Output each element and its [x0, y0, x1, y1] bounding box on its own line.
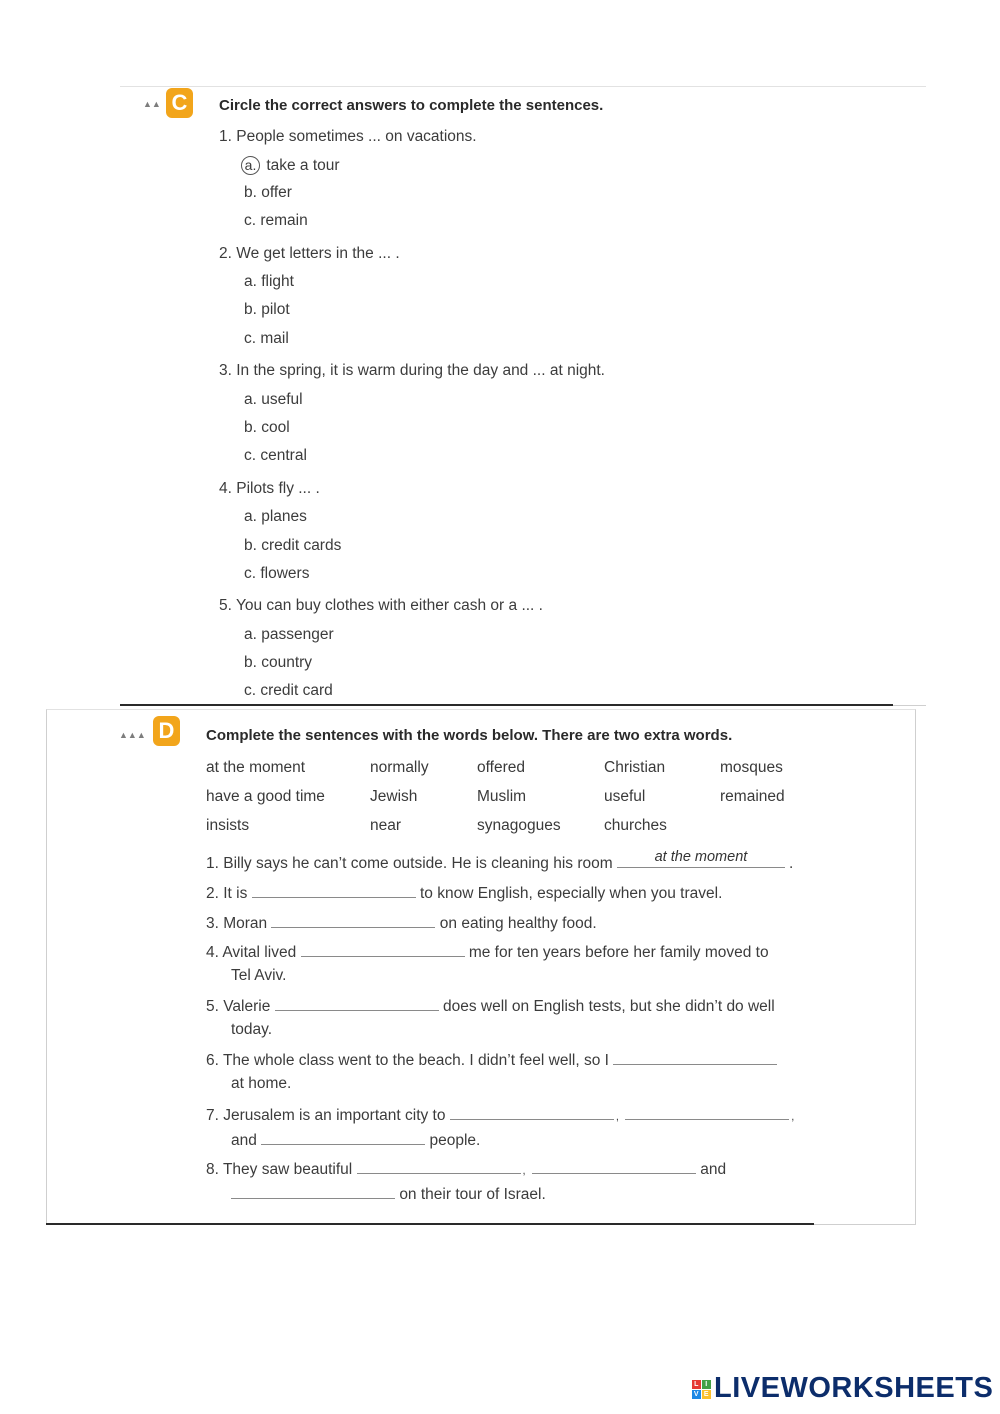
section-c-heading: Circle the correct answers to complete the sentences. [219, 97, 604, 114]
question-d6 [206, 1050, 777, 1070]
liveworksheets-logo[interactable] [692, 1372, 993, 1405]
bottom-divider-tail [814, 1224, 915, 1225]
word-bank-item: mosques [720, 759, 783, 776]
question-text: 7. Jerusalem is an important city to [206, 1107, 446, 1124]
question-d4 [206, 942, 769, 962]
question-text: 1. Billy says he can’t come outside. He is cleaning his room [206, 855, 613, 872]
option-c4b[interactable]: b. credit cards [244, 537, 342, 554]
option-label: take a tour [266, 157, 340, 174]
question-text: 3. Moran [206, 915, 268, 932]
answer-blank-d5[interactable] [275, 996, 439, 1011]
question-d7 [206, 1105, 794, 1125]
question-text: 2. It is [206, 885, 248, 902]
question-text: does well on English tests, but she didn’t do well [442, 998, 775, 1015]
question-text: me for ten years before her family moved to [468, 944, 769, 961]
section-divider-tail [893, 705, 926, 706]
logo-tile: I [702, 1380, 711, 1389]
question-text: to know English, especially when you travel. [419, 885, 723, 902]
word-bank-item: offered [477, 759, 525, 776]
question-d2 [206, 883, 722, 903]
word-bank-item: have a good time [206, 788, 325, 805]
word-bank-item: Christian [604, 759, 666, 776]
answer-blank-d3[interactable] [271, 913, 435, 928]
logo-tile: V [693, 1390, 700, 1398]
question-text: 4. Avital lived [206, 944, 297, 961]
answer-blank-d7b[interactable] [625, 1105, 789, 1120]
logo-text: LIVEWORKSHEETS [714, 1372, 994, 1404]
question-d5 [206, 996, 775, 1016]
answer-blank-d7c[interactable] [261, 1130, 425, 1145]
answer-blank-d8a[interactable] [357, 1159, 521, 1174]
option-c3b[interactable]: b. cool [244, 419, 290, 436]
word-bank-item: at the moment [206, 759, 306, 776]
question-d4-continued: Tel Aviv. [231, 967, 287, 984]
question-c1: 1. People sometimes ... on vacations. [219, 128, 477, 145]
logo-tile: E [703, 1390, 710, 1398]
section-divider [120, 704, 893, 706]
question-text: on eating healthy food. [439, 915, 597, 932]
answer-blank-d1[interactable] [617, 849, 785, 868]
circled-answer-mark: a. [241, 156, 260, 175]
option-c4a[interactable]: a. planes [244, 508, 307, 525]
question-d6-continued: at home. [231, 1075, 292, 1092]
question-text: 6. The whole class went to the beach. I didn’t feel well, so I [206, 1052, 609, 1069]
bottom-divider [46, 1223, 814, 1225]
answer-blank-d8c[interactable] [231, 1184, 395, 1199]
question-d5-continued: today. [231, 1021, 273, 1038]
word-bank-item: churches [604, 817, 667, 834]
question-text: people. [429, 1132, 481, 1149]
question-d7-continued [231, 1130, 480, 1150]
option-c3c[interactable]: c. central [244, 447, 307, 464]
word-bank-item: Jewish [370, 788, 418, 805]
option-c5a[interactable]: a. passenger [244, 626, 334, 643]
question-c2: 2. We get letters in the ... . [219, 245, 400, 262]
logo-tile: L [692, 1380, 701, 1389]
word-bank-item: synagogues [477, 817, 561, 834]
comma: , [791, 1111, 795, 1123]
question-d8-continued [231, 1184, 546, 1204]
answer-blank-d7a[interactable] [450, 1105, 614, 1120]
comma: , [615, 1111, 619, 1123]
question-d1 [206, 849, 794, 873]
question-text: on their tour of Israel. [399, 1186, 546, 1203]
word-bank-item: near [370, 817, 402, 834]
word-bank-item: Muslim [477, 788, 527, 805]
answer-blank-d4[interactable] [301, 942, 465, 957]
difficulty-indicator-c: ▲▲ [143, 99, 161, 109]
option-c3a[interactable]: a. useful [244, 391, 303, 408]
comma: , [522, 1165, 526, 1177]
option-c4c[interactable]: c. flowers [244, 565, 310, 582]
question-text: 5. Valerie [206, 998, 271, 1015]
option-c5b[interactable]: b. country [244, 654, 313, 671]
option-c2b[interactable]: b. pilot [244, 301, 290, 318]
question-text: . [788, 855, 794, 872]
answer-blank-d2[interactable] [252, 883, 416, 898]
section-d-frame [46, 709, 916, 1225]
question-c3: 3. In the spring, it is warm during the day and ... at night. [219, 362, 605, 379]
question-d8 [206, 1159, 726, 1179]
option-c2a[interactable]: a. flight [244, 273, 294, 290]
word-bank-item: normally [370, 759, 429, 776]
option-c1c[interactable]: c. remain [244, 212, 308, 229]
question-text: and [700, 1161, 727, 1178]
section-d-badge: D [153, 716, 180, 746]
question-c5: 5. You can buy clothes with either cash or a ... . [219, 597, 543, 614]
question-d3 [206, 913, 597, 933]
word-bank-item: insists [206, 817, 250, 834]
question-text: and [231, 1132, 257, 1149]
option-c1a[interactable] [244, 156, 340, 175]
option-c1b[interactable]: b. offer [244, 184, 292, 201]
question-text: 8. They saw beautiful [206, 1161, 353, 1178]
filled-answer: at the moment [654, 849, 748, 865]
question-c4: 4. Pilots fly ... . [219, 480, 320, 497]
logo-grid-icon [692, 1380, 711, 1399]
word-bank-item: useful [604, 788, 646, 805]
option-c2c[interactable]: c. mail [244, 330, 289, 347]
word-bank-item: remained [720, 788, 785, 805]
difficulty-indicator-d: ▲▲▲ [119, 730, 146, 740]
answer-blank-d8b[interactable] [532, 1159, 696, 1174]
answer-blank-d6[interactable] [613, 1050, 777, 1065]
option-c5c[interactable]: c. credit card [244, 682, 333, 699]
top-rule [120, 86, 926, 87]
section-d-heading: Complete the sentences with the words below. There are two extra words. [206, 727, 733, 744]
section-c-badge: C [166, 88, 193, 118]
